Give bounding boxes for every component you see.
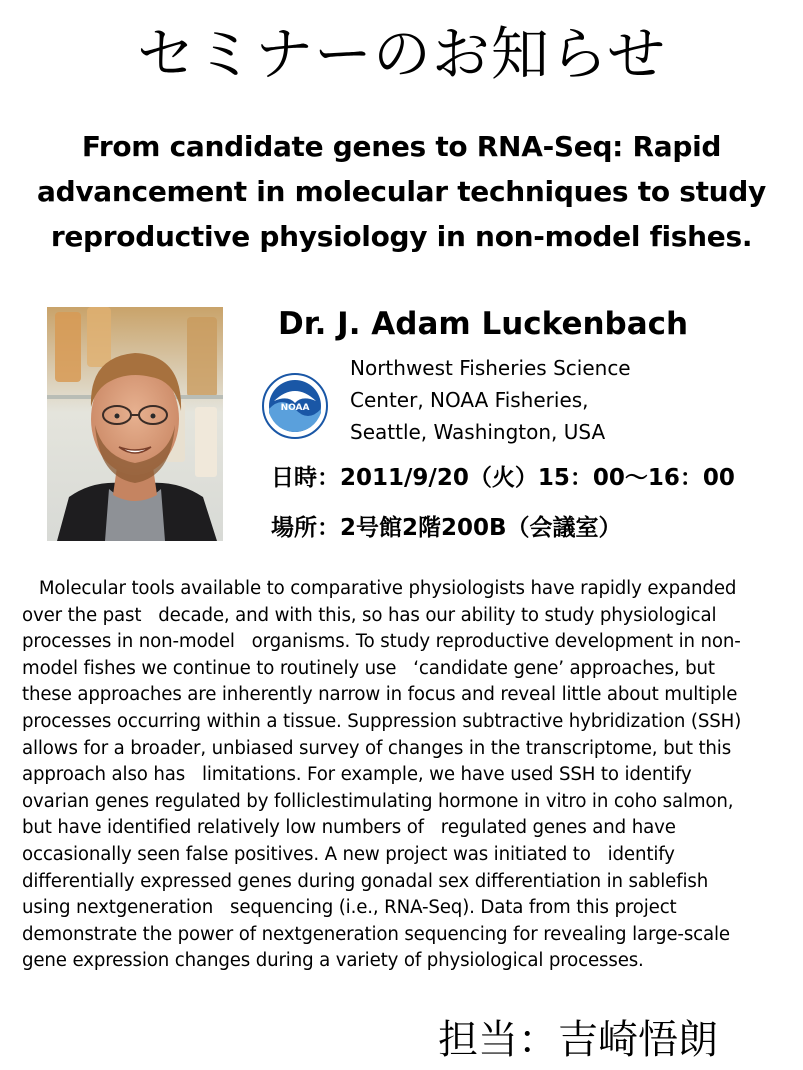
abstract-line: allows for a broader, unbiased survey of changes in the transcriptome, but this: [22, 737, 732, 759]
abstract-line: differentially expressed genes during gonadal sex differentiation in sablefish: [22, 870, 709, 892]
seminar-date: 日時：2011/9/20（火）15：00～16：00: [271, 465, 735, 491]
noaa-logo-icon: [262, 373, 328, 439]
speaker-portrait-icon: [47, 307, 223, 541]
abstract-line: processes occurring within a tissue. Suppression subtractive hybridization (SSH): [22, 710, 742, 732]
abstract-line: these approaches are inherently narrow in focus and reveal little about multiple: [22, 684, 738, 706]
abstract-line: but have identified relatively low numbers of regulated genes and have: [22, 817, 676, 839]
abstract-line: ovarian genes regulated by folliclestimulating hormone in vitro in coho salmon,: [22, 790, 734, 812]
abstract-line: over the past decade, and with this, so has our ability to study physiological: [22, 604, 717, 626]
talk-title: [10, 124, 793, 259]
abstract-line: processes in non-model organisms. To study reproductive development in non-: [22, 631, 741, 653]
affiliation-line: Northwest Fisheries Science: [350, 356, 631, 380]
speaker-name: Dr. J. Adam Luckenbach: [278, 306, 689, 342]
seminar-venue: 場所：2号館2階200B（会議室）: [271, 515, 622, 541]
speaker-affiliation: [350, 352, 631, 448]
talk-title-line: advancement in molecular techniques to study: [37, 175, 766, 208]
abstract-line: model fishes we continue to routinely use ‘candidate gene’ approaches, but: [22, 657, 715, 679]
abstract: [22, 576, 797, 975]
page-heading: セミナーのお知らせ: [136, 20, 667, 88]
abstract-line: gene expression changes during a variety of physiological processes.: [22, 950, 644, 972]
noaa-logo-text: NOAA: [280, 403, 310, 413]
speaker-photo: [47, 307, 223, 541]
talk-title-line: From candidate genes to RNA-Seq: Rapid: [81, 130, 722, 163]
talk-title-line: reproductive physiology in non-model fishes.: [50, 220, 753, 253]
affiliation-line: Center, NOAA Fisheries,: [350, 388, 589, 412]
abstract-line: approach also has limitations. For example, we have used SSH to identify: [22, 764, 692, 786]
abstract-line: demonstrate the power of nextgeneration sequencing for revealing large-scale: [22, 923, 730, 945]
affiliation-line: Seattle, Washington, USA: [350, 420, 606, 444]
abstract-line: using nextgeneration sequencing (i.e., RNA-Seq). Data from this project: [22, 897, 677, 919]
host-contact: 担当：吉崎悟朗: [438, 1017, 718, 1063]
abstract-line: Molecular tools available to comparative physiologists have rapidly expanded: [22, 578, 737, 599]
abstract-line: occasionally seen false positives. A new project was initiated to identify: [22, 843, 675, 865]
